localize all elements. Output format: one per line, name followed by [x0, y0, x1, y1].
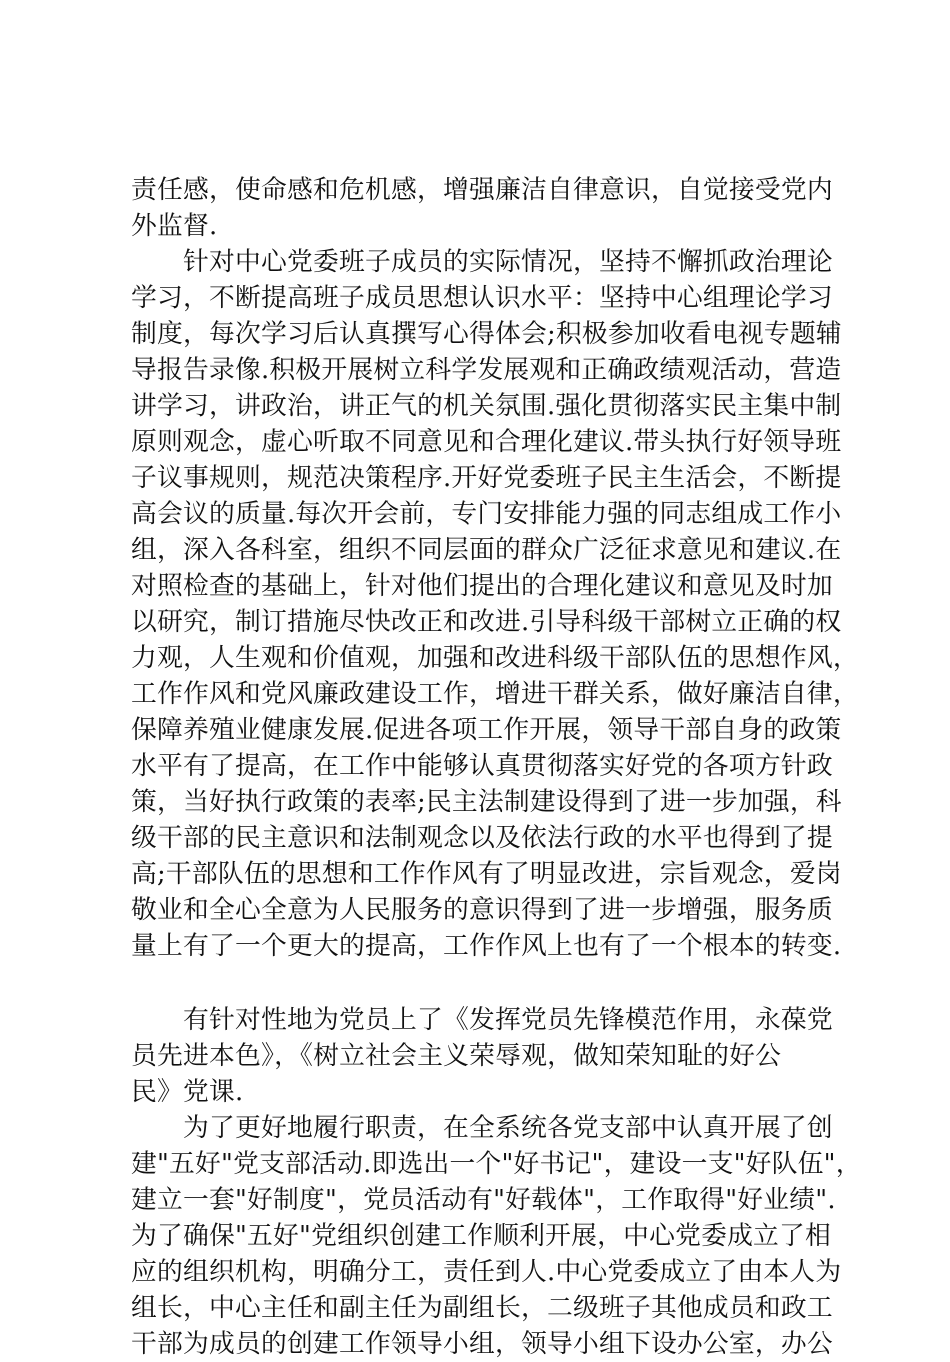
body-line: 制度，每次学习后认真撰写心得体会;积极参加收看电视专题辅	[131, 319, 842, 349]
body-line: 有针对性地为党员上了《发挥党员先锋模范作用，永葆党	[131, 1005, 833, 1035]
body-line: 组长，中心主任和副主任为副组长，二级班子其他成员和政工	[131, 1293, 833, 1323]
body-line: 导报告录像.积极开展树立科学发展观和正确政绩观活动，营造	[131, 355, 842, 385]
body-line: 建立一套"好制度"，党员活动有"好载体"，工作取得"好业绩".	[131, 1185, 836, 1215]
body-line: 级干部的民主意识和法制观念以及依法行政的水平也得到了提	[131, 823, 833, 853]
body-line: 力观，人生观和价值观，加强和改进科级干部队伍的思想作风，	[131, 643, 859, 673]
body-line: 子议事规则，规范决策程序.开好党委班子民主生活会，不断提	[131, 463, 842, 493]
body-line: 保障养殖业健康发展.促进各项工作开展，领导干部自身的政策	[131, 715, 842, 745]
body-line: 策，当好执行政策的表率;民主法制建设得到了进一步加强，科	[131, 787, 842, 817]
body-line: 工作作风和党风廉政建设工作，增进干群关系，做好廉洁自律，	[131, 679, 859, 709]
body-line: 量上有了一个更大的提高，工作作风上也有了一个根本的转变.	[131, 931, 842, 961]
body-line: 组，深入各科室，组织不同层面的群众广泛征求意见和建议.在	[131, 535, 842, 565]
body-line: 民》党课.	[131, 1077, 244, 1107]
body-line: 水平有了提高，在工作中能够认真贯彻落实好党的各项方针政	[131, 751, 833, 781]
body-line: 讲学习，讲政治，讲正气的机关氛围.强化贯彻落实民主集中制	[131, 391, 842, 421]
body-line: 高会议的质量.每次开会前，专门安排能力强的同志组成工作小	[131, 499, 842, 529]
body-line: 原则观念，虚心听取不同意见和合理化建议.带头执行好领导班	[131, 427, 842, 457]
body-line: 外监督.	[131, 211, 218, 241]
body-line: 针对中心党委班子成员的实际情况，坚持不懈抓政治理论	[131, 247, 833, 277]
body-line: 应的组织机构，明确分工，责任到人.中心党委成立了由本人为	[131, 1257, 842, 1287]
body-line: 对照检查的基础上，针对他们提出的合理化建议和意见及时加	[131, 571, 833, 601]
body-line: 责任感，使命感和危机感，增强廉洁自律意识，自觉接受党内	[131, 175, 833, 205]
body-line: 为了更好地履行职责，在全系统各党支部中认真开展了创	[131, 1113, 833, 1143]
body-line: 敬业和全心全意为人民服务的意识得到了进一步增强，服务质	[131, 895, 833, 925]
body-line: 建"五好"党支部活动.即选出一个"好书记"，建设一支"好队伍"，	[131, 1149, 862, 1179]
body-line: 为了确保"五好"党组织创建工作顺利开展，中心党委成立了相	[131, 1221, 832, 1251]
body-line: 以研究，制订措施尽快改正和改进.引导科级干部树立正确的权	[131, 607, 842, 637]
body-line: 干部为成员的创建工作领导小组，领导小组下设办公室，办公	[131, 1329, 833, 1359]
body-line: 学习，不断提高班子成员思想认识水平：坚持中心组理论学习	[131, 283, 833, 313]
body-line: 高;干部队伍的思想和工作作风有了明显改进，宗旨观念，爱岗	[131, 859, 842, 889]
body-line: 员先进本色》，《树立社会主义荣辱观，做知荣知耻的好公	[131, 1041, 782, 1071]
